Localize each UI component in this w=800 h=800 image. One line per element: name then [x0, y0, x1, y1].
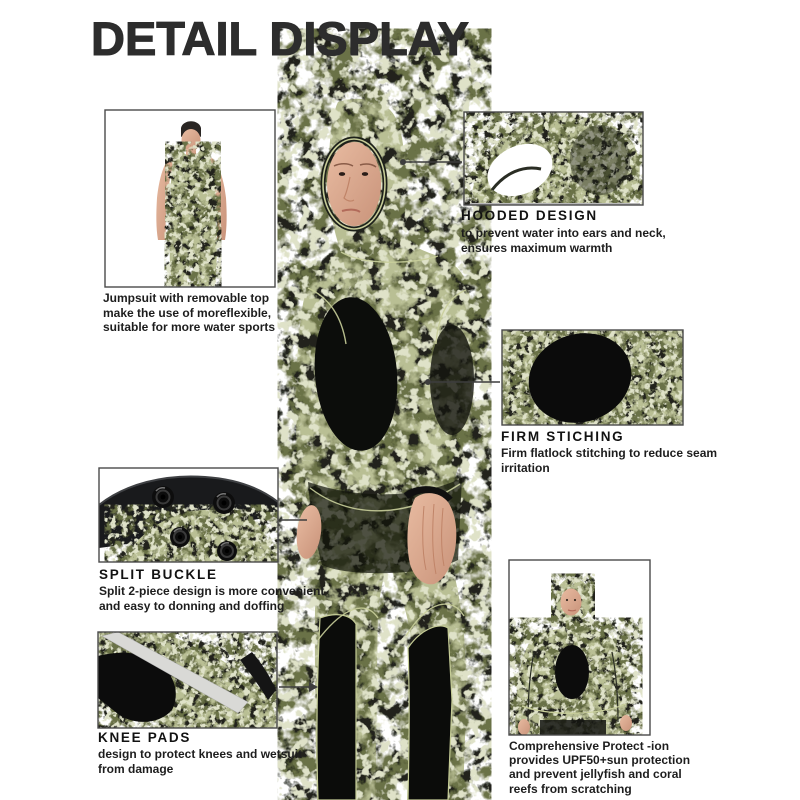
protection-caption [509, 739, 690, 796]
chest-stitching-photo [502, 320, 683, 436]
jumpsuit-caption-line: Jumpsuit with removable top [103, 291, 270, 305]
face [327, 142, 381, 226]
mini-face [182, 129, 201, 151]
stitching-caption-line: Firm flatlock stitching to reduce seam [501, 446, 718, 460]
jumpsuit-caption-line: make the use of moreflexible, [103, 305, 272, 320]
hooded-design-heading: HOODED DESIGN [461, 208, 598, 223]
jumpsuit-caption-line: suitable for more water sports [103, 320, 276, 334]
model-photo [294, 99, 474, 800]
mini-hand-left [518, 719, 530, 735]
stitching-caption-line: irritation [501, 460, 550, 475]
buckle-caption-line: and easy to donning and doffing [99, 598, 285, 613]
hood-callout-line [400, 159, 462, 165]
page-title: DETAIL DISPLAY [91, 12, 469, 65]
knee-pad-photo [98, 632, 277, 728]
protection-caption-line: reefs from scratching [509, 781, 632, 796]
mini-tank-top [170, 150, 216, 232]
split-buckle-heading: SPLIT BUCKLE [99, 567, 218, 582]
mini-chest-pad [555, 645, 589, 699]
firm-stitching-caption [501, 446, 717, 475]
right-leg-panel [408, 626, 452, 800]
knee-caption-line: design to protect knees and wetsuit [98, 747, 303, 761]
split-buckle-photo [99, 468, 278, 562]
jumpsuit-photo [105, 110, 275, 287]
protection-caption-line: Comprehensive Protect -ion [509, 739, 670, 753]
protection-caption-line: and prevent jellyfish and coral [509, 767, 682, 782]
buckle-caption-line: Split 2-piece design is more convenient [99, 584, 325, 598]
knee-callout-arrow [279, 682, 318, 692]
protection-caption-line: provides UPF50+sun protection [509, 753, 691, 768]
hood-detail-photo [464, 112, 643, 206]
split-buckle-caption [99, 584, 324, 613]
knee-caption-line: from damage [98, 761, 174, 776]
jumpsuit-caption [103, 291, 275, 335]
firm-stitching-heading: FIRM STICHING [501, 429, 625, 444]
mini-hand-right [620, 715, 632, 731]
hooded-top-front-photo [509, 560, 650, 735]
left-leg-panel [317, 615, 356, 800]
hooded-design-caption [461, 226, 666, 255]
hooded-caption-line: to prevent water into ears and neck, [461, 226, 666, 240]
hooded-caption-line: ensures maximum warmth [461, 240, 613, 255]
knee-pads-heading: KNEE PADS [98, 730, 192, 745]
mini-face2 [561, 589, 582, 616]
knee-pads-caption [98, 747, 302, 776]
